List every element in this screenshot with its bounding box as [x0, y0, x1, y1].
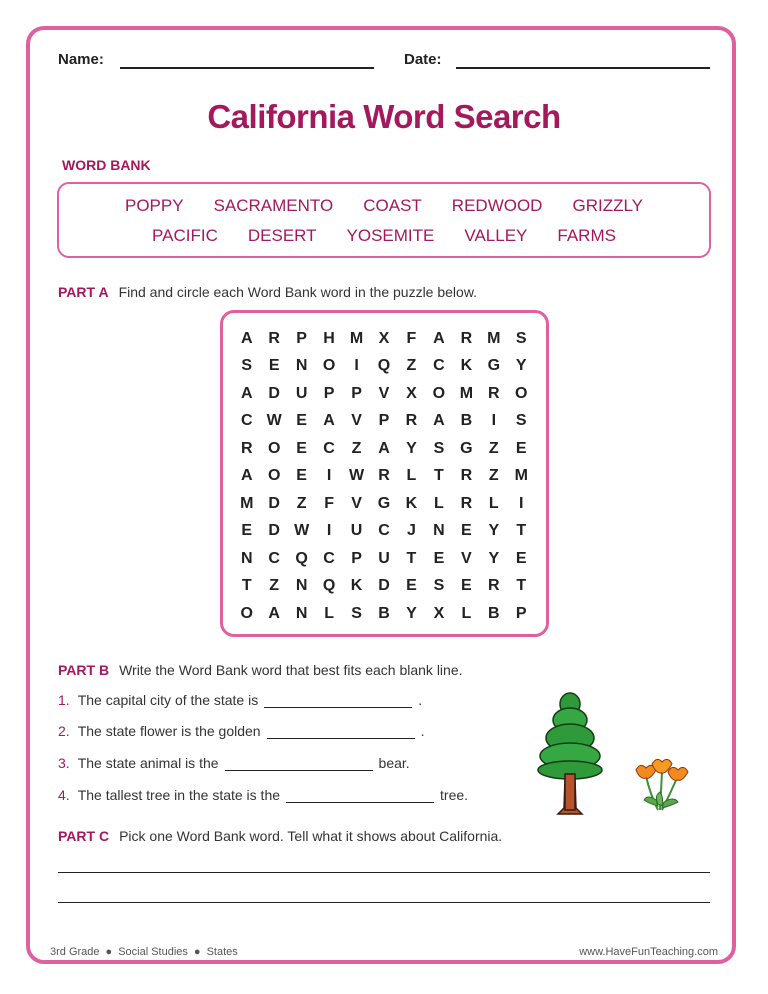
puzzle-letter[interactable]: X [433, 604, 445, 622]
word-bank-word: REDWOOD [451, 196, 543, 215]
puzzle-letter[interactable]: M [240, 494, 254, 512]
word-bank-word: GRIZZLY [572, 196, 643, 215]
poppy-flower-icon [632, 756, 690, 814]
puzzle-letter[interactable]: C [323, 439, 335, 457]
puzzle-letter[interactable]: E [433, 549, 445, 567]
puzzle-letter[interactable]: I [354, 357, 359, 375]
puzzle-letter[interactable]: W [266, 412, 282, 430]
puzzle-letter[interactable]: L [488, 494, 499, 512]
puzzle-letter[interactable]: R [268, 329, 280, 347]
puzzle-letter[interactable]: U [378, 549, 390, 567]
puzzle-letter[interactable]: D [268, 522, 280, 540]
part-a-label: PART A [58, 284, 109, 300]
puzzle-letter[interactable]: V [461, 549, 472, 567]
part-c-instruction [58, 828, 502, 844]
question-number: 2. [58, 723, 70, 739]
puzzle-letter[interactable]: S [433, 577, 445, 595]
puzzle-row [233, 600, 535, 628]
puzzle-letter[interactable]: Z [488, 439, 499, 457]
question-number: 4. [58, 787, 70, 803]
puzzle-letter[interactable]: O [432, 384, 446, 402]
part-c-label: PART C [58, 828, 110, 844]
question-text-after: bear. [378, 755, 410, 771]
question-number: 3. [58, 755, 70, 771]
puzzle-letter[interactable]: Q [322, 577, 336, 595]
footer-tags [50, 946, 238, 958]
puzzle-letter[interactable]: N [433, 522, 445, 540]
puzzle-letter[interactable]: Z [351, 439, 362, 457]
puzzle-letter[interactable]: S [433, 439, 445, 457]
puzzle-letter[interactable]: X [378, 329, 390, 347]
puzzle-letter[interactable]: U [295, 384, 308, 402]
puzzle-letter[interactable]: C [323, 549, 335, 567]
puzzle-letter[interactable]: P [323, 384, 335, 402]
answer-blank[interactable] [267, 724, 415, 739]
part-a-text: Find and circle each Word Bank word in the puzzle below. [118, 284, 478, 300]
puzzle-letter[interactable]: M [514, 467, 528, 485]
puzzle-letter[interactable]: A [240, 467, 253, 485]
answer-blank[interactable] [225, 756, 373, 771]
page-title: California Word Search [207, 98, 561, 135]
bullet-dot-icon: ● [105, 946, 113, 958]
word-bank-word: FARMS [557, 226, 616, 245]
puzzle-letter[interactable]: T [516, 577, 527, 595]
puzzle-row [233, 408, 535, 436]
puzzle-letter[interactable]: W [348, 467, 365, 485]
part-c-text: Pick one Word Bank word. Tell what it shows about California. [119, 828, 503, 844]
question-3 [58, 755, 410, 771]
puzzle-letter[interactable]: N [295, 357, 308, 375]
puzzle-letter[interactable]: A [433, 412, 445, 430]
puzzle-letter[interactable]: J [406, 522, 416, 540]
puzzle-letter[interactable]: I [326, 522, 332, 540]
word-bank-word: PACIFIC [152, 226, 218, 245]
part-b-text: Write the Word Bank word that best fits each blank line. [119, 662, 463, 678]
puzzle-letter[interactable]: S [351, 604, 362, 622]
date-label: Date: [404, 51, 442, 68]
puzzle-letter[interactable]: P [378, 412, 390, 430]
puzzle-letter[interactable]: M [487, 329, 501, 347]
part-b-label: PART B [58, 662, 110, 678]
puzzle-letter[interactable]: T [241, 577, 252, 595]
puzzle-letter[interactable]: Y [488, 522, 500, 540]
puzzle-letter[interactable]: R [460, 467, 473, 485]
puzzle-letter[interactable]: C [378, 522, 390, 540]
puzzle-letter[interactable]: Y [406, 604, 417, 622]
puzzle-letter[interactable]: Q [295, 549, 308, 567]
puzzle-letter[interactable]: A [240, 384, 253, 402]
puzzle-letter[interactable]: X [406, 384, 417, 402]
puzzle-letter[interactable]: K [405, 494, 418, 512]
puzzle-letter[interactable]: R [488, 577, 500, 595]
puzzle-letter[interactable]: A [433, 329, 445, 347]
puzzle-letter[interactable]: R [460, 329, 473, 347]
puzzle-letter[interactable]: L [406, 467, 417, 485]
word-bank-word: COAST [363, 196, 422, 215]
puzzle-letter[interactable]: N [295, 604, 308, 622]
puzzle-letter[interactable]: D [268, 494, 280, 512]
puzzle-letter[interactable]: I [519, 494, 524, 512]
puzzle-letter[interactable]: E [296, 439, 307, 457]
word-bank [57, 182, 711, 258]
puzzle-letter[interactable]: M [459, 384, 474, 402]
puzzle-letter[interactable]: I [491, 412, 497, 430]
question-4 [58, 787, 468, 803]
puzzle-letter[interactable]: S [241, 357, 253, 375]
footer-site[interactable]: www.HaveFunTeaching.com [579, 946, 718, 958]
word-bank-word: SACRAMENTO [213, 196, 334, 215]
puzzle-letter[interactable]: N [240, 549, 253, 567]
puzzle-letter[interactable]: Z [488, 467, 499, 485]
part-a-instruction [58, 284, 477, 300]
puzzle-letter[interactable]: E [515, 439, 527, 457]
footer-topic: States [206, 946, 238, 958]
answer-line-2[interactable] [58, 902, 710, 903]
puzzle-letter[interactable]: G [377, 494, 391, 512]
puzzle-letter[interactable]: L [434, 494, 444, 512]
puzzle-letter[interactable]: Q [377, 357, 391, 375]
puzzle-letter[interactable]: V [351, 412, 362, 430]
puzzle-row [233, 435, 535, 463]
puzzle-letter[interactable]: E [515, 549, 527, 567]
puzzle-letter[interactable]: T [406, 549, 417, 567]
puzzle-letter[interactable]: E [461, 577, 472, 595]
question-text-after: . [420, 723, 425, 739]
puzzle-letter[interactable]: H [323, 329, 335, 347]
puzzle-letter[interactable]: A [323, 412, 335, 430]
name-label: Name: [58, 51, 104, 68]
puzzle-letter[interactable]: O [322, 357, 336, 375]
question-text: The state flower is the golden [77, 723, 261, 739]
puzzle-letter[interactable]: Z [296, 494, 307, 512]
puzzle-letter[interactable]: R [405, 412, 418, 430]
question-number: 1. [58, 692, 70, 708]
puzzle-row [233, 463, 535, 491]
puzzle-letter[interactable]: M [349, 329, 364, 347]
question-1 [58, 692, 422, 708]
puzzle-letter[interactable]: P [351, 549, 362, 567]
puzzle-letter[interactable]: W [294, 522, 310, 540]
puzzle-letter[interactable]: S [515, 412, 527, 430]
puzzle-letter[interactable]: K [350, 577, 363, 595]
puzzle-letter[interactable]: Y [406, 439, 417, 457]
word-search-grid[interactable] [233, 325, 535, 628]
puzzle-letter[interactable]: R [488, 384, 500, 402]
puzzle-row [233, 518, 535, 546]
puzzle-row [233, 325, 535, 353]
puzzle-letter[interactable]: Z [406, 357, 417, 375]
puzzle-letter[interactable]: A [268, 604, 280, 622]
puzzle-letter[interactable]: P [351, 384, 362, 402]
word-bank-row-2 [59, 226, 709, 246]
puzzle-letter[interactable]: F [406, 329, 417, 347]
puzzle-letter[interactable]: T [516, 522, 527, 540]
puzzle-row [233, 380, 535, 408]
puzzle-row [233, 573, 535, 601]
redwood-tree-icon [536, 690, 604, 816]
puzzle-letter[interactable]: D [268, 384, 280, 402]
date-line[interactable] [456, 67, 710, 69]
puzzle-letter[interactable]: E [461, 522, 472, 540]
puzzle-letter[interactable]: R [240, 439, 253, 457]
question-text: The tallest tree in the state is the [77, 787, 281, 803]
puzzle-letter[interactable]: O [515, 384, 528, 402]
puzzle-letter[interactable]: A [378, 439, 390, 457]
answer-blank[interactable] [264, 693, 412, 708]
puzzle-letter[interactable]: B [378, 604, 390, 622]
puzzle-letter[interactable]: L [461, 604, 472, 622]
puzzle-letter[interactable]: K [460, 357, 473, 375]
word-bank-word: POPPY [124, 196, 184, 215]
puzzle-letter[interactable]: I [326, 467, 332, 485]
word-bank-row-1 [59, 196, 709, 216]
puzzle-letter[interactable]: B [488, 604, 500, 622]
puzzle-letter[interactable]: U [350, 522, 363, 540]
footer-grade: 3rd Grade [50, 946, 100, 958]
question-text-after: tree. [440, 787, 469, 803]
puzzle-letter[interactable]: Z [269, 577, 280, 595]
puzzle-letter[interactable]: S [515, 329, 527, 347]
puzzle-letter[interactable]: F [324, 494, 334, 512]
puzzle-row [233, 490, 535, 518]
puzzle-letter[interactable]: O [240, 604, 253, 622]
puzzle-letter[interactable]: E [241, 522, 253, 540]
puzzle-letter[interactable]: V [351, 494, 362, 512]
puzzle-letter[interactable]: B [460, 412, 473, 430]
puzzle-letter[interactable]: O [267, 439, 281, 457]
puzzle-row [233, 545, 535, 573]
word-bank-word: VALLEY [464, 226, 528, 245]
puzzle-row [233, 353, 535, 381]
puzzle-letter[interactable]: V [378, 384, 390, 402]
puzzle-letter[interactable]: R [460, 494, 473, 512]
puzzle-letter[interactable]: N [295, 577, 308, 595]
puzzle-letter[interactable]: C [268, 549, 280, 567]
puzzle-letter[interactable]: L [324, 604, 334, 622]
puzzle-letter[interactable]: C [240, 412, 253, 430]
word-bank-word: YOSEMITE [346, 226, 435, 245]
question-2 [58, 723, 424, 739]
puzzle-letter[interactable]: P [296, 329, 307, 347]
puzzle-letter[interactable]: O [267, 467, 281, 485]
word-bank-label: WORD BANK [62, 157, 151, 173]
bullet-dot-icon: ● [193, 946, 201, 958]
puzzle-letter[interactable]: D [378, 577, 390, 595]
puzzle-letter[interactable]: E [296, 467, 307, 485]
puzzle-letter[interactable]: Y [515, 357, 527, 375]
puzzle-letter[interactable]: G [487, 357, 501, 375]
puzzle-letter[interactable]: A [240, 329, 253, 347]
puzzle-letter[interactable]: Y [488, 549, 500, 567]
word-bank-word: DESERT [247, 226, 317, 245]
puzzle-letter[interactable]: E [406, 577, 417, 595]
puzzle-letter[interactable]: E [296, 412, 307, 430]
puzzle-letter[interactable]: R [378, 467, 390, 485]
name-line[interactable] [120, 67, 374, 69]
puzzle-letter[interactable]: T [434, 467, 444, 485]
answer-line-1[interactable] [58, 872, 710, 873]
puzzle-letter[interactable]: C [433, 357, 445, 375]
question-text-after: . [418, 692, 423, 708]
question-text: The state animal is the [77, 755, 219, 771]
footer-subject: Social Studies [118, 946, 188, 958]
puzzle-letter[interactable]: P [515, 604, 527, 622]
puzzle-letter[interactable]: E [268, 357, 280, 375]
puzzle-letter[interactable]: G [460, 439, 473, 457]
answer-blank[interactable] [286, 788, 434, 803]
question-text: The capital city of the state is [77, 692, 259, 708]
part-b-instruction [58, 662, 463, 678]
